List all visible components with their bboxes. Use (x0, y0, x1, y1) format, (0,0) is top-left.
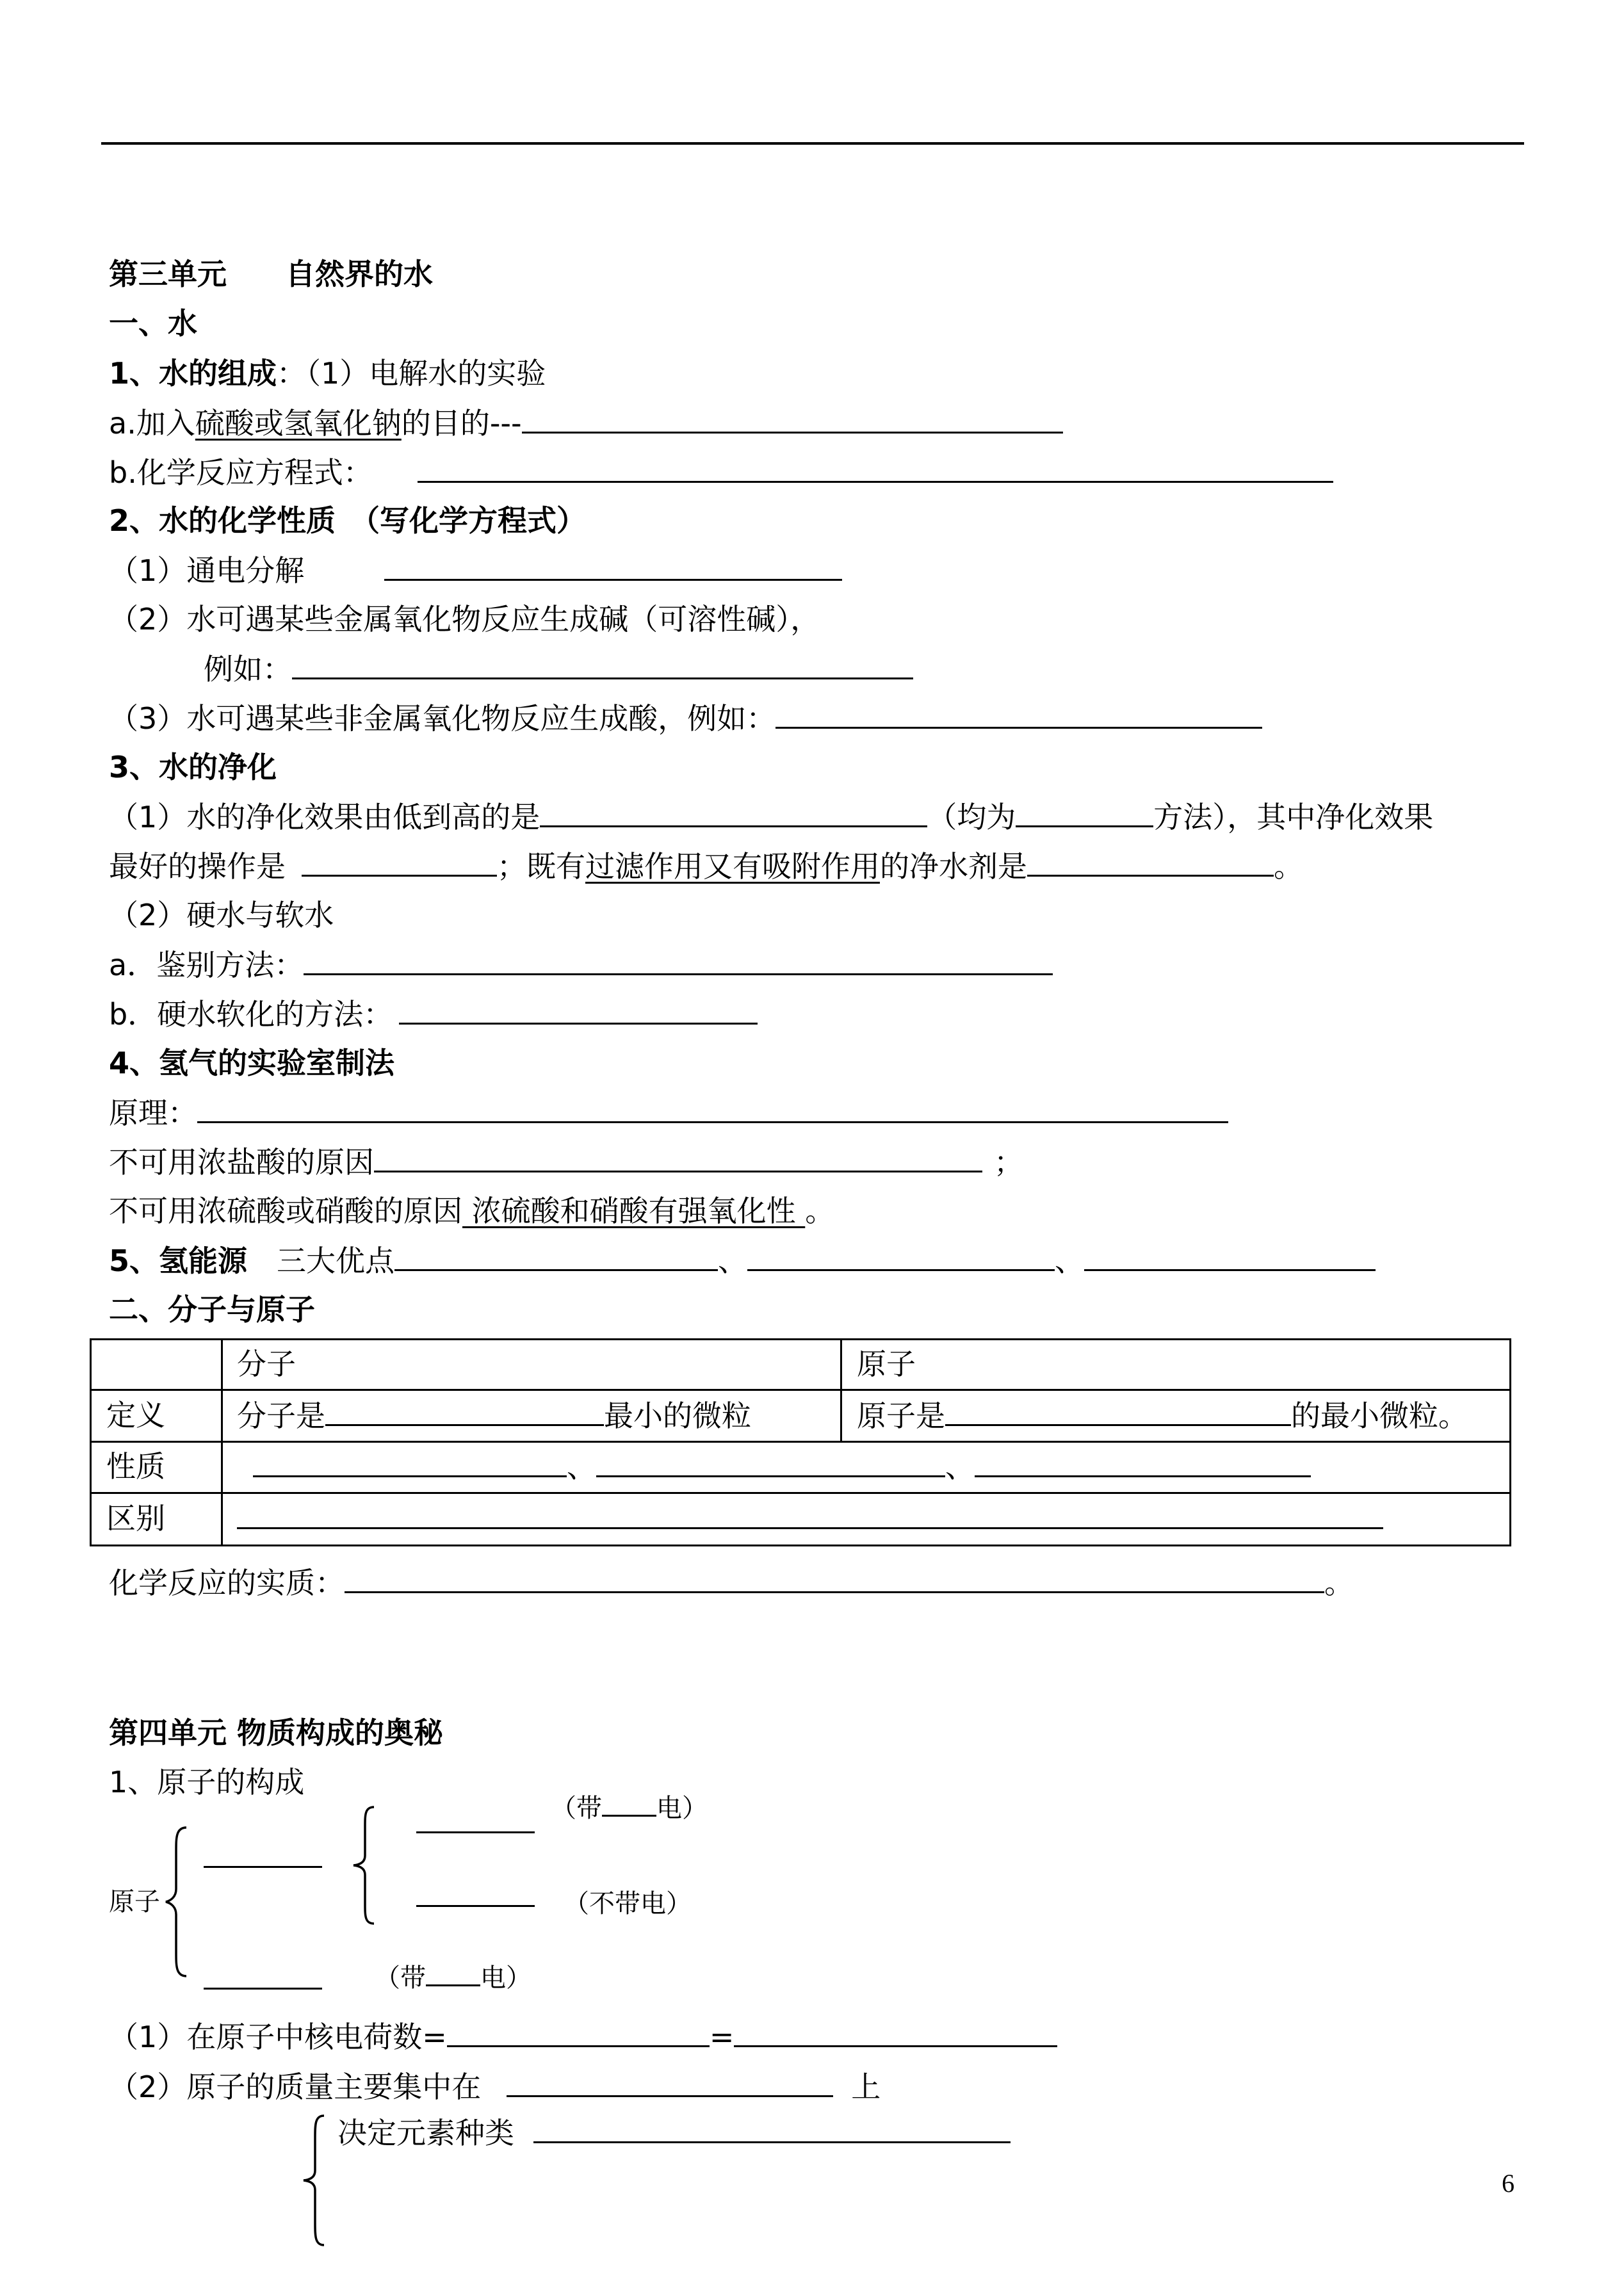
q2-chem-props: 2、水的化学性质 （写化学方程式） (109, 503, 587, 538)
q4-h2so4-answer: 浓硫酸和硝酸有强氧化性 (462, 1194, 806, 1228)
q2-2-line: （2）水可遇某些金属氧化物反应生成碱（可溶性碱）， (109, 602, 820, 637)
header-rule (101, 142, 1524, 145)
q3-1-line (109, 797, 1433, 836)
q1a-line (109, 403, 1063, 442)
q3-1b-post: 的净水剂是 (880, 849, 1027, 884)
q3-1-pre: （1）水的净化效果由低到高的是 (109, 800, 540, 834)
diff-blank[interactable] (237, 1499, 1383, 1529)
q3-1b-blank-a[interactable] (302, 847, 497, 877)
def-a-blank[interactable] (945, 1396, 1291, 1426)
q5-sep1: 、 (718, 1244, 748, 1278)
def-m-post: 最小的微粒 (604, 1399, 751, 1433)
q1b-line (109, 453, 1333, 491)
charge1-post: 电） (656, 1794, 708, 1823)
def-m-pre: 分子是 (237, 1399, 325, 1433)
charge1-blank[interactable] (602, 1792, 656, 1817)
q2-3-line (109, 699, 1262, 737)
charge2-pre: （带 (375, 1963, 426, 1993)
table-row-definition: 定义 (106, 1398, 165, 1432)
charge2-post: 电） (480, 1963, 532, 1993)
q3-purification: 3、水的净化 (109, 750, 277, 784)
u4-q1-1-blank-b[interactable] (734, 2017, 1057, 2047)
q3-1b-mid: ；既有 (497, 849, 585, 884)
section-molecule-atom: 二、分子与原子 (109, 1292, 315, 1327)
q2-1-label: （1）通电分解 (109, 553, 305, 588)
reaction-essence-line (109, 1563, 1354, 1602)
q5-tail: 三大优点 (247, 1244, 395, 1278)
q4-principle-line (109, 1093, 1228, 1131)
q5-head: 5、氢能源 (109, 1244, 248, 1278)
charge1-pre: （带 (551, 1794, 602, 1823)
inner-brace-icon (351, 1804, 377, 1926)
q1-head: 1、水的组成 (109, 356, 277, 391)
u4-q1-1-label: （1）在原子中核电荷数= (109, 2020, 447, 2054)
q2-3-blank[interactable] (775, 699, 1262, 729)
essence-end: 。 (1324, 1566, 1354, 1600)
u4-q1-1-blank-a[interactable] (447, 2017, 710, 2047)
prop-blank-2[interactable] (596, 1447, 945, 1477)
q1-water-composition (109, 354, 546, 393)
q2-3-label: （3）水可遇某些非金属氧化物反应生成酸，例如： (109, 701, 776, 736)
q1b-blank[interactable] (418, 453, 1333, 483)
nucleus-blank[interactable] (204, 1866, 322, 1868)
q2-1-line (109, 551, 842, 589)
charge2-blank[interactable] (426, 1961, 480, 1986)
q4-principle-label: 原理： (109, 1096, 197, 1130)
q3-1b-pre: 最好的操作是 (109, 849, 286, 884)
q3-2a-blank[interactable] (304, 945, 1053, 975)
q4-h2so4-end: 。 (805, 1194, 835, 1228)
q4-hydrogen-lab: 4、氢气的实验室制法 (109, 1046, 395, 1080)
q3-1b-line (109, 847, 1303, 885)
q4-h2so4-line (109, 1192, 834, 1230)
prop-blank-3[interactable] (975, 1447, 1311, 1477)
q5-sep2: 、 (1055, 1244, 1085, 1278)
q5-blank-1[interactable] (394, 1241, 718, 1271)
q3-2a-label: a．鉴别方法： (109, 948, 304, 982)
q3-1-blank-a[interactable] (540, 797, 927, 827)
q3-2b-label: b．硬水软化的方法： (109, 997, 393, 1032)
def-a-pre: 原子是 (857, 1399, 945, 1433)
section-water: 一、水 (109, 306, 197, 341)
q3-2b-line (109, 994, 758, 1033)
q1a-blank[interactable] (522, 403, 1063, 434)
prop-sep2: 、 (945, 1450, 975, 1484)
q4-principle-blank[interactable] (197, 1093, 1228, 1123)
table-properties-blanks (253, 1447, 1311, 1486)
atom-label: 原子 (109, 1887, 160, 1917)
u4-q1-atom-structure: 1、原子的构成 (109, 1765, 305, 1799)
decide-element-line (337, 2113, 1011, 2152)
table-col-atom: 原子 (857, 1347, 916, 1381)
q4-hcl-end: ； (994, 1145, 1023, 1180)
u4-q1-2-end: 上 (851, 2070, 881, 2104)
q2-2-example (204, 649, 913, 688)
u4-q1-1-eq: = (709, 2020, 735, 2054)
q3-1-post: 方法），其中净化效果 (1153, 800, 1434, 834)
proton-charge (551, 1792, 708, 1825)
proton-blank[interactable] (416, 1831, 535, 1833)
def-m-blank[interactable] (325, 1396, 604, 1426)
outer-brace-icon (163, 1825, 189, 1979)
page-number: 6 (1502, 2169, 1514, 2198)
q1a-underlined: 硫酸或氢氧化钠 (195, 406, 402, 441)
essence-blank[interactable] (345, 1563, 1324, 1593)
q3-1-mid: （均为 (927, 800, 1016, 834)
neutron-charge: （不带电） (564, 1889, 692, 1918)
u4-q1-2-blank[interactable] (507, 2067, 833, 2097)
q3-1b-end: 。 (1274, 849, 1303, 884)
q2-2-blank[interactable] (292, 649, 913, 679)
q5-blank-2[interactable] (747, 1241, 1055, 1271)
neutron-blank[interactable] (416, 1905, 535, 1907)
q3-1b-blank-b[interactable] (1027, 847, 1274, 877)
electron-blank[interactable] (204, 1988, 322, 1990)
table-row-difference: 区别 (106, 1501, 165, 1536)
table-difference-blank (237, 1499, 1383, 1537)
table-row-properties: 性质 (106, 1449, 165, 1484)
table-def-molecule (237, 1396, 751, 1434)
prop-blank-1[interactable] (253, 1447, 567, 1477)
table-def-atom (857, 1396, 1468, 1434)
q3-2-line: （2）硬水与软水 (109, 898, 334, 932)
decide-blank[interactable] (533, 2113, 1011, 2143)
q1a-pre: a.加入 (109, 406, 195, 441)
q3-1-blank-b[interactable] (1016, 797, 1153, 827)
unit3-title: 第三单元 自然界的水 (109, 257, 433, 291)
q3-2a-line (109, 945, 1053, 984)
q1a-post: 的目的--- (401, 406, 522, 441)
q5-line (109, 1241, 1376, 1279)
unit4-title: 第四单元 物质构成的奥秘 (109, 1715, 444, 1750)
q3-1b-underlined: 过滤作用又有吸附作用 (585, 849, 880, 884)
table-col-molecule: 分子 (237, 1347, 296, 1381)
def-a-post: 的最小微粒。 (1291, 1399, 1468, 1433)
decide-label: 决定元素种类 (337, 2116, 514, 2150)
q2-2-eg-label: 例如： (204, 652, 292, 686)
q3-2b-blank[interactable] (399, 994, 758, 1025)
decide-brace-icon (301, 2113, 327, 2248)
q4-h2so4-pre: 不可用浓硫酸或硝酸的原因 (109, 1194, 462, 1228)
u4-q1-1-line (109, 2017, 1057, 2056)
essence-label: 化学反应的实质： (109, 1566, 345, 1600)
electron-charge (375, 1961, 532, 1995)
q4-hcl-line (109, 1142, 1023, 1181)
q2-1-blank[interactable] (384, 551, 842, 581)
u4-q1-2-label: （2）原子的质量主要集中在 (109, 2070, 482, 2104)
q1b-label: b.化学反应方程式： (109, 455, 373, 490)
q4-hcl-blank[interactable] (374, 1142, 982, 1172)
q4-hcl-label: 不可用浓盐酸的原因 (109, 1145, 374, 1180)
q5-blank-3[interactable] (1084, 1241, 1376, 1271)
prop-sep1: 、 (567, 1450, 596, 1484)
u4-q1-2-line (109, 2067, 881, 2105)
q1-tail: ：（1）电解水的实验 (277, 356, 546, 391)
